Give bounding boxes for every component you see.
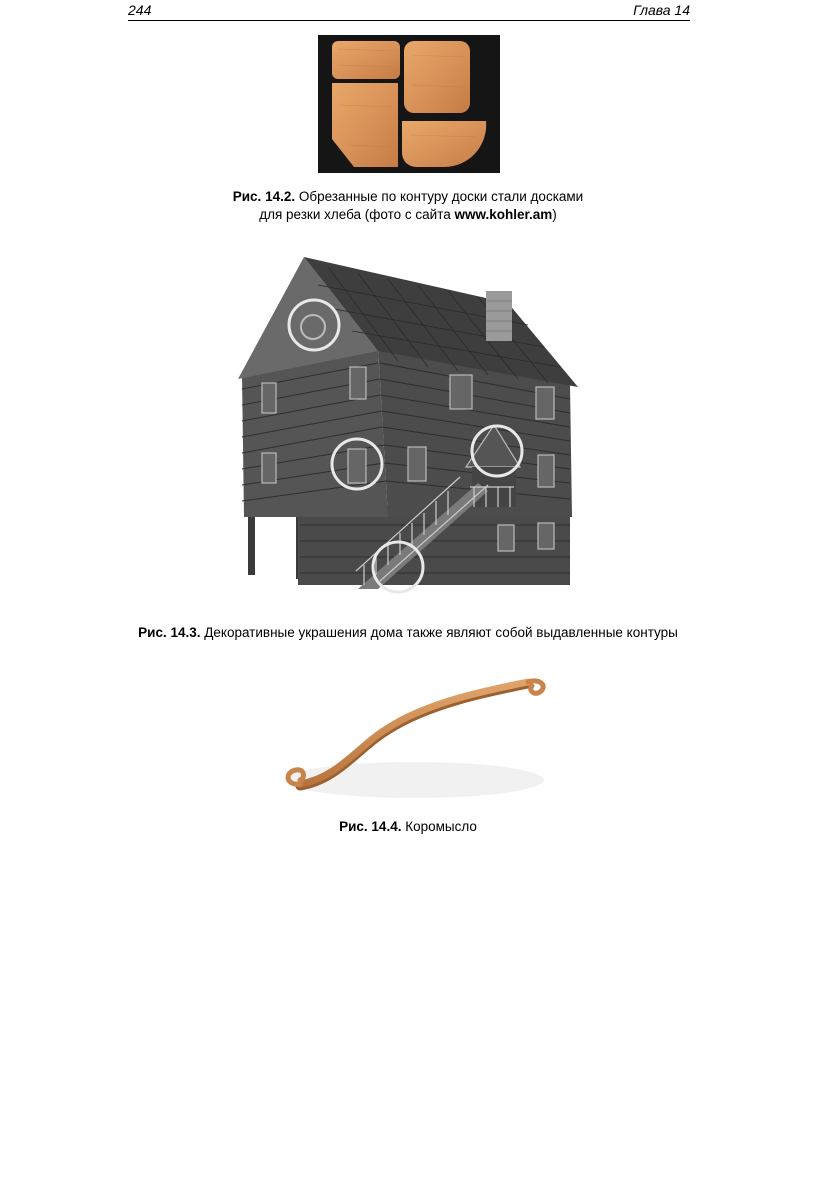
page-number: 244 (128, 2, 152, 18)
website-link: www.kohler.am (454, 207, 553, 222)
chapter-title: Глава 14 (633, 2, 690, 18)
figure-14-3-label: Рис. 14.3. (138, 625, 201, 640)
figure-14-2-caption (0, 188, 816, 224)
cutting-boards-photo (318, 35, 500, 173)
figure-14-4-caption-text: Коромысло (405, 819, 477, 834)
figure-14-4-label: Рис. 14.4. (339, 819, 402, 834)
figure-14-2-caption-line1: Обрезанные по контуру доски стали досками (298, 189, 584, 204)
figure-14-2-caption-line2: для резки хлеба (фото с сайта (259, 207, 451, 222)
figure-14-3-caption (0, 624, 816, 642)
figure-14-2-caption-close: ) (552, 207, 557, 222)
yoke-image (278, 668, 550, 808)
page-header (128, 0, 690, 21)
figure-14-3-caption-text: Декоративные украшения дома также являют собой выдавленные контуры (204, 625, 678, 640)
figure-14-2-label: Рис. 14.2. (232, 189, 296, 204)
figure-14-4-caption (0, 818, 816, 836)
log-house-image (238, 255, 580, 600)
